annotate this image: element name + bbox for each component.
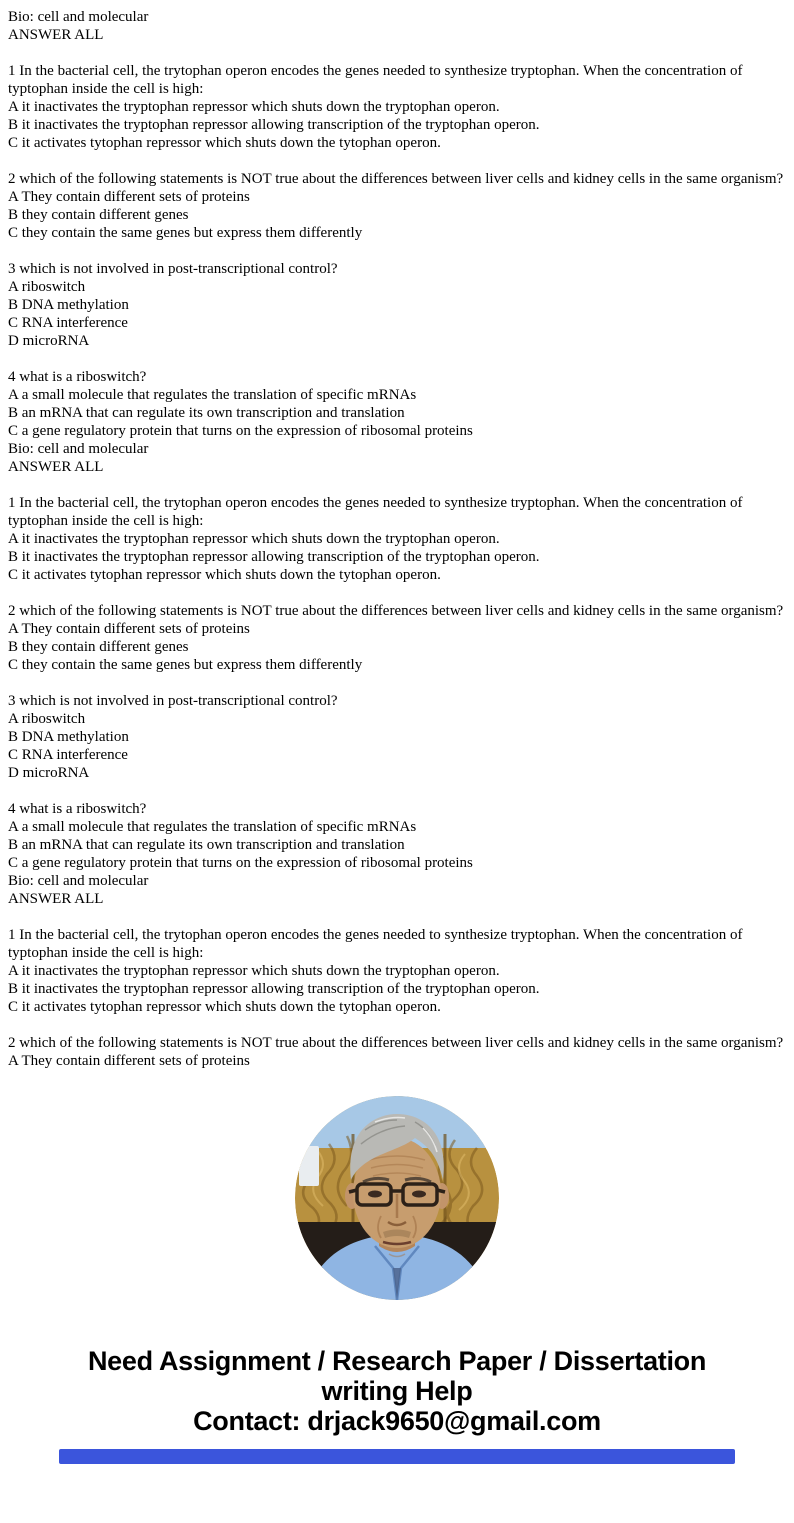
blank-line [8,908,786,926]
exam-block [8,8,786,440]
text-line: C it activates tytophan repressor which shuts down the tytophan operon. [8,999,441,1015]
profile-photo [295,1096,499,1300]
text-line: A They contain different sets of proteins [8,621,250,637]
blank-line [8,1016,786,1034]
eye [368,1191,382,1198]
text-line: 1 In the bacterial cell, the trytophan operon encodes the genes needed to synthesize tryptophan. When the concentration of typtophan inside the cell is high: [8,927,743,961]
text-line: B they contain different genes [8,639,189,655]
text-line: A They contain different sets of proteins [8,189,250,205]
text-line: Bio: cell and molecular [8,873,149,889]
text-line: 1 In the bacterial cell, the trytophan operon encodes the genes needed to synthesize tryptophan. When the concentration of typtophan inside the cell is high: [8,495,743,529]
text-line: A a small molecule that regulates the translation of specific mRNAs [8,387,417,403]
profile-photo-illustration [295,1096,499,1300]
text-line: Bio: cell and molecular [8,9,149,25]
text-line: B it inactivates the tryptophan repressor allowing transcription of the tryptophan operon. [8,981,540,997]
text-line: 3 which is not involved in post-transcriptional control? [8,261,338,277]
text-line: 3 which is not involved in post-transcriptional control? [8,693,338,709]
footer-line-1: Need Assignment / Research Paper / Dissertation [87,1346,707,1376]
text-line: D microRNA [8,765,90,781]
text-line: B it inactivates the tryptophan repressor allowing transcription of the tryptophan operon. [8,117,540,133]
blank-line [8,674,786,692]
text-line: A They contain different sets of proteins [8,1053,250,1069]
text-line: B they contain different genes [8,207,189,223]
text-line: C a gene regulatory protein that turns on the expression of ribosomal proteins [8,855,473,871]
text-line: B DNA methylation [8,729,129,745]
text-line: A it inactivates the tryptophan repressor which shuts down the tryptophan operon. [8,963,500,979]
footer-banner [0,1346,794,1436]
text-line: A riboswitch [8,711,86,727]
text-line: ANSWER ALL [8,891,104,907]
text-line: B an mRNA that can regulate its own transcription and translation [8,837,405,853]
exam-block [8,440,786,872]
text-line: A riboswitch [8,279,86,295]
blank-line [8,350,786,368]
text-line: 2 which of the following statements is NOT true about the differences between liver cells and kidney cells in the same organism? [8,603,784,619]
text-line: A it inactivates the tryptophan repressor which shuts down the tryptophan operon. [8,99,500,115]
text-line: C RNA interference [8,315,128,331]
blank-line [8,476,786,494]
text-line: 1 In the bacterial cell, the trytophan operon encodes the genes needed to synthesize tryptophan. When the concentration of typtophan inside the cell is high: [8,63,743,97]
text-line: 2 which of the following statements is NOT true about the differences between liver cells and kidney cells in the same organism? [8,1035,784,1051]
text-line: B an mRNA that can regulate its own transcription and translation [8,405,405,421]
blank-line [8,584,786,602]
footer-line-2: writing Help [321,1376,473,1406]
text-line: D microRNA [8,333,90,349]
text-line: C it activates tytophan repressor which shuts down the tytophan operon. [8,135,441,151]
blank-line [8,44,786,62]
text-line: ANSWER ALL [8,459,104,475]
text-line: C RNA interference [8,747,128,763]
text-line: B it inactivates the tryptophan repressor allowing transcription of the tryptophan operon. [8,549,540,565]
blank-line [8,242,786,260]
text-line: B DNA methylation [8,297,129,313]
text-line: C they contain the same genes but express them differently [8,225,363,241]
text-line: 4 what is a riboswitch? [8,369,147,385]
switch-plate [299,1146,319,1186]
text-line: C a gene regulatory protein that turns on the expression of ribosomal proteins [8,423,473,439]
exam-block [8,872,786,1070]
text-line: 4 what is a riboswitch? [8,801,147,817]
text-line: A it inactivates the tryptophan repressor which shuts down the tryptophan operon. [8,531,500,547]
text-line: A a small molecule that regulates the translation of specific mRNAs [8,819,417,835]
text-line: C it activates tytophan repressor which shuts down the tytophan operon. [8,567,441,583]
blank-line [8,782,786,800]
text-line: ANSWER ALL [8,27,104,43]
eye [412,1191,426,1198]
text-line: C they contain the same genes but express them differently [8,657,363,673]
footer-contact-email: Contact: drjack9650@gmail.com [193,1406,601,1436]
bottom-blue-bar [59,1449,735,1464]
text-line: Bio: cell and molecular [8,441,149,457]
blank-line [8,152,786,170]
text-line: 2 which of the following statements is NOT true about the differences between liver cells and kidney cells in the same organism? [8,171,784,187]
